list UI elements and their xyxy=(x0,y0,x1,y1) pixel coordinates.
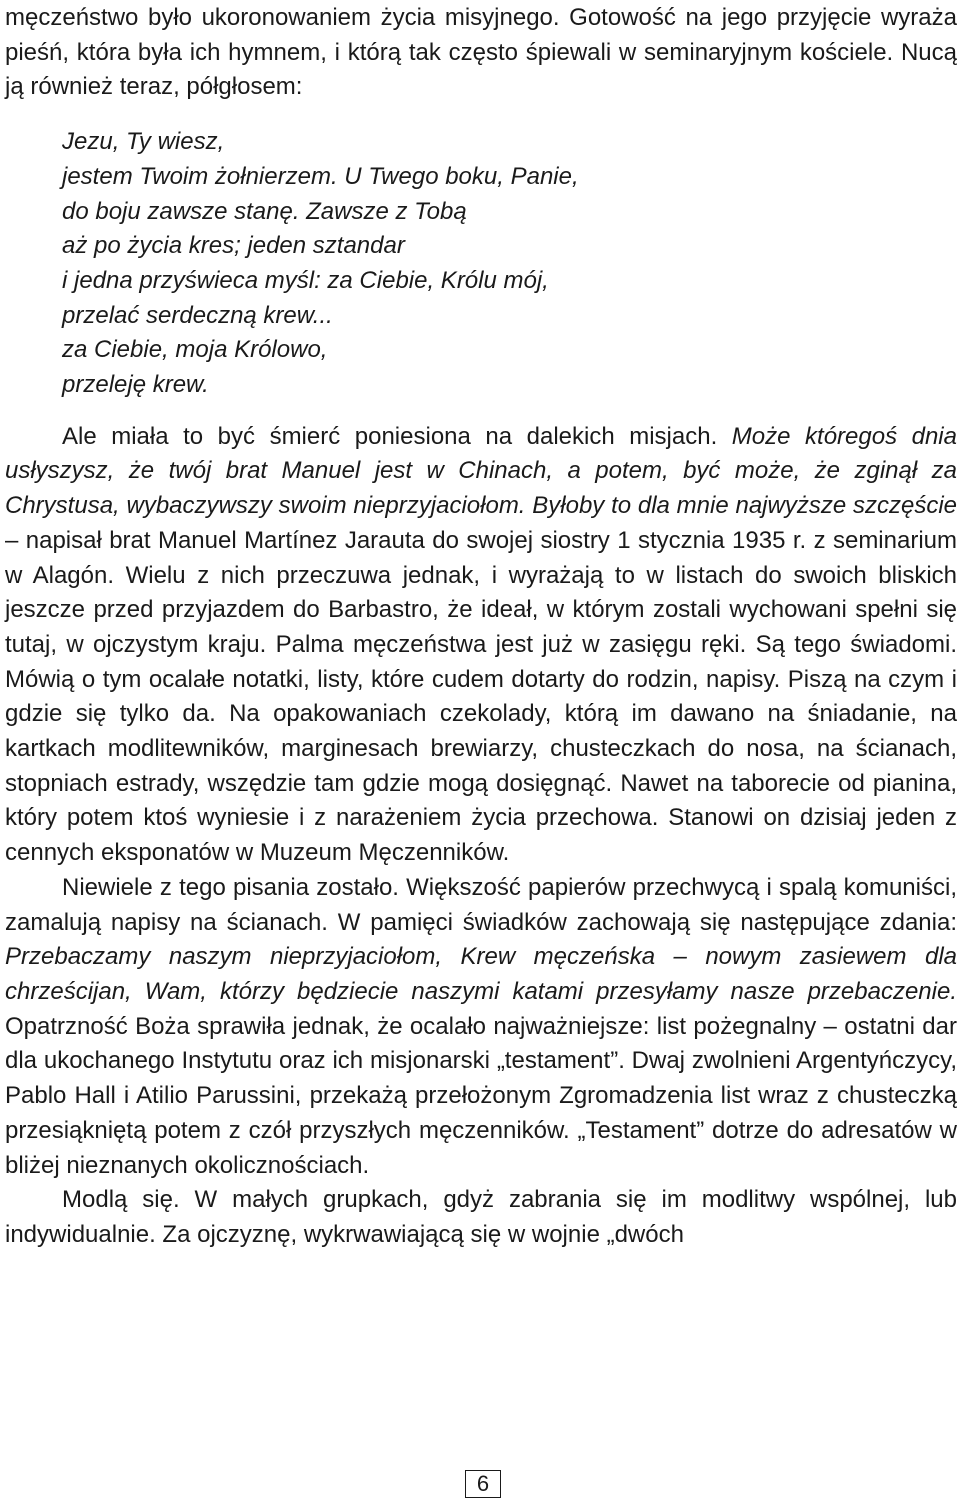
hymn-line: przelać serdeczną krew... xyxy=(62,301,333,329)
hymn-line: aż po życia kres; jeden sztandar xyxy=(62,232,405,260)
hymn-line: i jedna przyświeca myśl: za Ciebie, Królu mój, xyxy=(62,266,549,294)
document-page xyxy=(5,0,957,1253)
body-paragraph-prayer: Modlą się. W małych grupkach, gdyż zabrania się im modlitwy wspólnej, lub indywidualnie. Za ojczyznę, wykrwawiającą się w wojnie „dwóch xyxy=(5,1186,957,1248)
paragraph-text: Niewiele z tego pisania zostało. Większość papierów przechwycą i spalą komuniści, zamalują napisy na ścianach. W pamięci świadków zachowają się następujące zdania: xyxy=(5,873,957,936)
body-paragraph-testament xyxy=(5,871,957,1183)
paragraph-text: – napisał brat Manuel Martínez Jarauta do swojej siostry 1 stycznia 1935 r. z seminarium w Alagón. Wielu z nich przeczuwa jednak, i wyrażają to w listach do swoich bliskich jeszcze przed przyjazdem do Barbastro, że ideał, w którym zostali wychowani spełni się tutaj, w ojczystym kraju. Palma męczeństwa jest już w zasięgu ręki. Są tego świadomi. Mówią o tym ocalałe notatki, listy, które cudem dotarty do rodzin, napisy. Piszą na czym i gdzie się tylko da. Na opakowaniach czekolady, którą im dawano na śniadanie, na kartkach modlitewników, marginesach brewiarzy, chusteczkach do nosa, na ścianach, stopniach estrady, wszędzie tam gdzie mogą dosięgnąć. Nawet na taborecie od pianina, który potem ktoś wyniesie i z narażeniem życia przechowa. Stanowi on dzisiaj jeden z cennych eksponatów w Muzeum Męczenników. xyxy=(5,526,957,867)
page-number: 6 xyxy=(465,1470,501,1498)
body-paragraph-missions xyxy=(5,420,957,871)
paragraph-text: Ale miała to być śmierć poniesiona na dalekich misjach. xyxy=(62,422,732,450)
hymn-line: do boju zawsze stanę. Zawsze z Tobą xyxy=(62,197,467,225)
hymn-line: przeleję krew. xyxy=(62,371,209,399)
hymn-verse-block xyxy=(62,125,957,403)
paragraph-text: Opatrzność Boża sprawiła jednak, że ocalało najważniejsze: list pożegnalny – ostatni dar dla ukochanego Instytutu oraz ich misjonarski „testament”. Dwaj zwolnieni Argentyńczycy, Pablo Hall i Atilio Parussini, przekażą przełożonym Zgromadzenia list wraz z chusteczką przesiąkniętą potem z czół przyszłych męczenników. „Testament” dotrze do adresatów w bliżej nieznanych okolicznościach. xyxy=(5,1012,957,1179)
hymn-line: jestem Twoim żołnierzem. U Twego boku, Panie, xyxy=(62,162,579,190)
letter-quote: Może któregoś dnia usłyszysz, że twój brat Manuel jest w Chinach, a potem, być może, że zginął za Chrystusa, wybaczywszy swoim nieprzyjaciołom. Byłoby to dla mnie najwyższe szczęście xyxy=(5,422,957,520)
intro-paragraph: męczeństwo było ukoronowaniem życia misyjnego. Gotowość na jego przyjęcie wyraża pieśń, która była ich hymnem, i którą tak często śpiewali w seminaryjnym kościele. Nucą ją również teraz, półgłosem: xyxy=(5,4,957,101)
hymn-line: za Ciebie, moja Królowo, xyxy=(62,336,328,364)
hymn-line: Jezu, Ty wiesz, xyxy=(62,128,225,156)
martyrs-quote: Przebaczamy naszym nieprzyjaciołom, Krew męczeńska – nowym zasiewem dla chrześcijan, Wam, którzy będziecie naszymi katami przesyłamy nasze przebaczenie. xyxy=(5,943,957,1005)
